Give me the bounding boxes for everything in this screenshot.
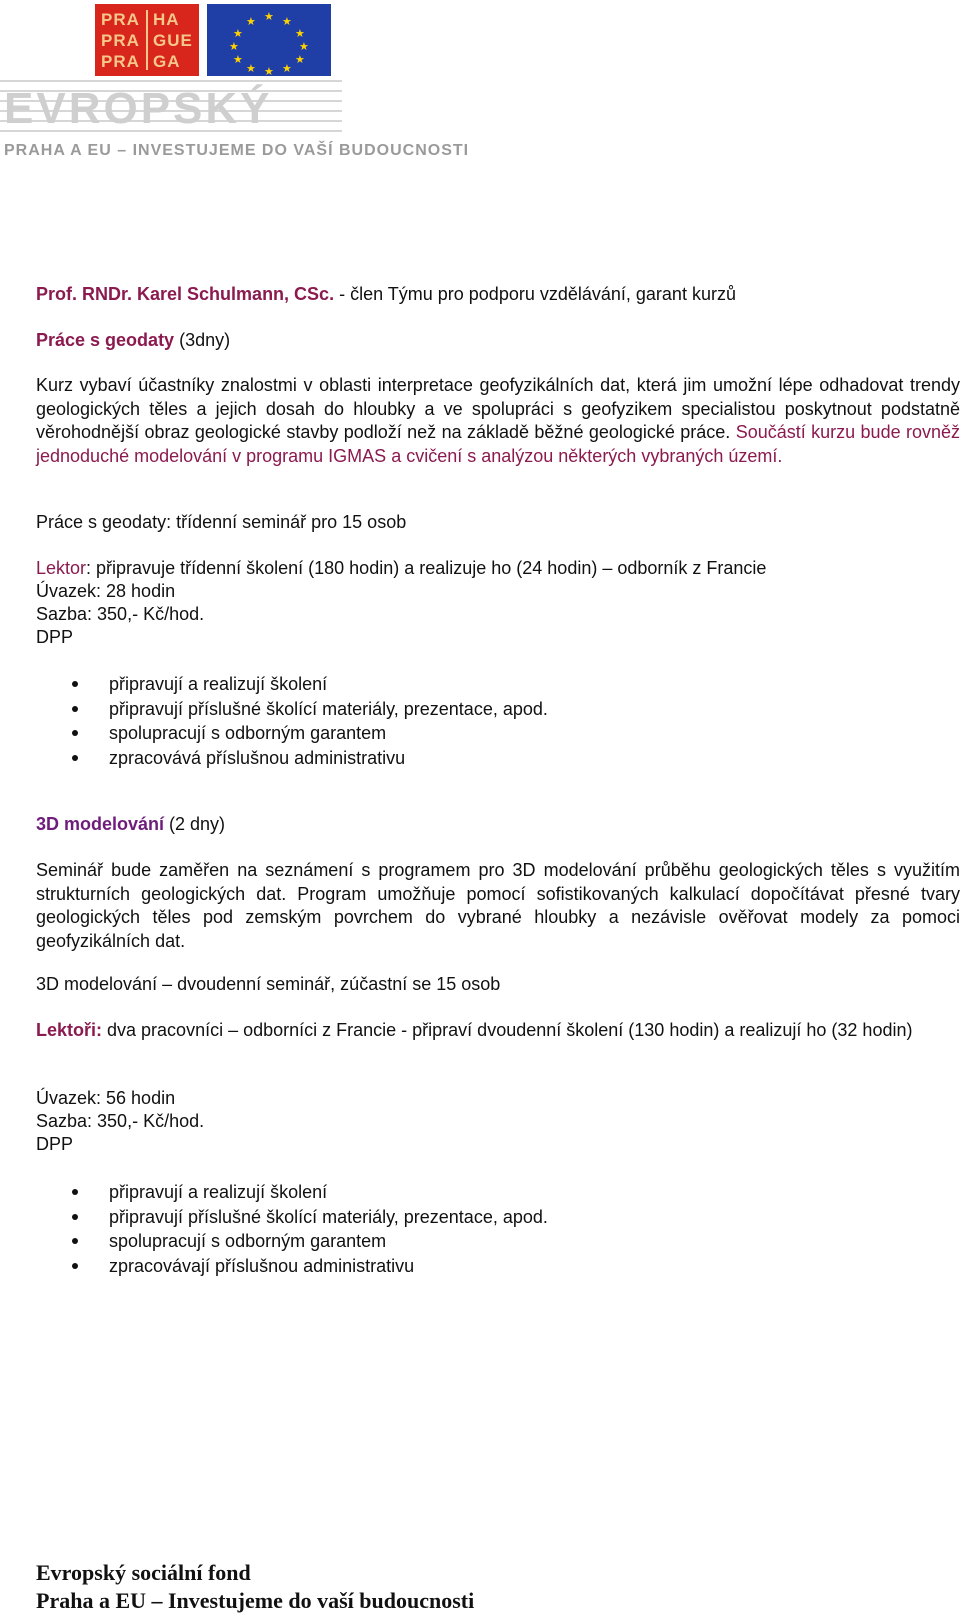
course-description (36, 374, 960, 468)
star-icon: ★ (246, 63, 256, 75)
course-duration: (2 dny) (164, 814, 226, 834)
praha-logo (95, 4, 199, 76)
course-description-extra: Součástí kurzu bude rovněž jednoduché modelování v programu IGMAS a cvičení s analýzou některých vybraných území. (36, 422, 960, 466)
author-role: - člen Týmu pro podporu vzdělávání, garant kurzů (334, 284, 736, 304)
star-icon: ★ (246, 16, 256, 28)
list-item: zpracovávají příslušnou administrativu (36, 1254, 548, 1279)
course-heading (36, 813, 960, 837)
lektor-label: Lektor (36, 558, 87, 578)
course-description-main: Kurz vybaví účastníky znalostmi v oblasti interpretace geofyzikálních dat, která jim umožní lépe odhadovat trendy geologických těles a jejich dosah do hloubky a ve spolupráci s geofyzikem specialistou poskytnout podstatně věrohodnější obraz geologické stavby podloží než na základě běžné geologické práce. (36, 375, 960, 442)
course-title: Práce s geodaty (36, 330, 175, 350)
praha-logo-text: PRA (101, 31, 140, 50)
list-item: zpracovává příslušnou administrativu (36, 746, 548, 771)
star-icon: ★ (299, 41, 309, 53)
praha-logo-text: GUE (153, 31, 193, 50)
uvazek-line: Úvazek: 28 hodin (36, 581, 176, 601)
list-item: připravují příslušné školící materiály, prezentace, apod. (36, 1205, 548, 1230)
star-icon: ★ (295, 54, 305, 66)
course-heading (36, 329, 960, 353)
eu-flag-icon (207, 4, 331, 76)
seminar-info: 3D modelování – dvoudenní seminář, zúčastní se 15 osob (36, 974, 501, 994)
course-description: Seminář bude zaměřen na seznámení s programem pro 3D modelování průběhu geologických těles s využitím strukturních geologických dat. Program umožňuje pomocí sofistikovaných kalkulací dopočítávat přesné tvary geologických těles pod zemským povrchem do vybrané hloubky a nezávisle ověřovat modely za pomoci geofyzikálních dat. (36, 860, 960, 951)
star-icon: ★ (295, 28, 305, 40)
esf-banner-logo (0, 76, 470, 172)
star-icon: ★ (233, 54, 243, 66)
list-item: připravují a realizují školení (36, 672, 548, 697)
star-icon: ★ (282, 63, 292, 75)
sazba-line: Sazba: 350,- Kč/hod. (36, 1111, 205, 1131)
uvazek-line: Úvazek: 56 hodin (36, 1088, 176, 1108)
list-item: spolupracují s odborným garantem (36, 1229, 548, 1254)
lektor-text: : připravuje třídenní školení (180 hodin) a realizuje ho (24 hodin) – odborník z Francie (86, 558, 767, 578)
course-duration: (3dny) (174, 330, 231, 350)
course-title: 3D modelování (36, 814, 165, 834)
star-icon: ★ (229, 41, 239, 53)
star-icon: ★ (264, 11, 274, 23)
lektori-text: dva pracovníci – odborníci z Francie - připraví dvoudenní školení (130 hodin) a realizují ho (32 hodin) (102, 1020, 913, 1040)
duties-list (36, 672, 548, 770)
praha-logo-text: PRA (101, 52, 140, 71)
praha-logo-text: GA (153, 52, 181, 71)
dpp-line: DPP (36, 627, 74, 647)
praha-logo-text: PRA (101, 10, 140, 29)
seminar-info: Práce s geodaty: třídenní seminář pro 15 osob (36, 512, 407, 532)
list-item: připravují příslušné školící materiály, prezentace, apod. (36, 697, 548, 722)
praha-logo-divider (146, 10, 148, 70)
lektori-label: Lektoři: (36, 1020, 103, 1040)
lektori-line (36, 1019, 960, 1043)
star-icon: ★ (233, 28, 243, 40)
dpp-line: DPP (36, 1134, 74, 1154)
list-item: připravují a realizují školení (36, 1180, 548, 1205)
footer-line-1: Evropský sociální fond (36, 1560, 251, 1585)
sazba-line: Sazba: 350,- Kč/hod. (36, 604, 205, 624)
intro-line (36, 283, 960, 307)
lektor-line (36, 557, 960, 581)
footer-line-2: Praha a EU – Investujeme do vaší budoucnosti (36, 1588, 475, 1613)
banner-text: EVROPSKÝ (4, 84, 273, 133)
author-name: Prof. RNDr. Karel Schulmann, CSc. (36, 284, 335, 304)
banner-subtext: PRAHA A EU – INVESTUJEME DO VAŠÍ BUDOUCNOSTI (4, 142, 470, 159)
praha-logo-text: HA (153, 10, 180, 29)
star-icon: ★ (282, 16, 292, 28)
star-icon: ★ (264, 66, 274, 78)
duties-list (36, 1180, 548, 1278)
list-item: spolupracují s odborným garantem (36, 721, 548, 746)
